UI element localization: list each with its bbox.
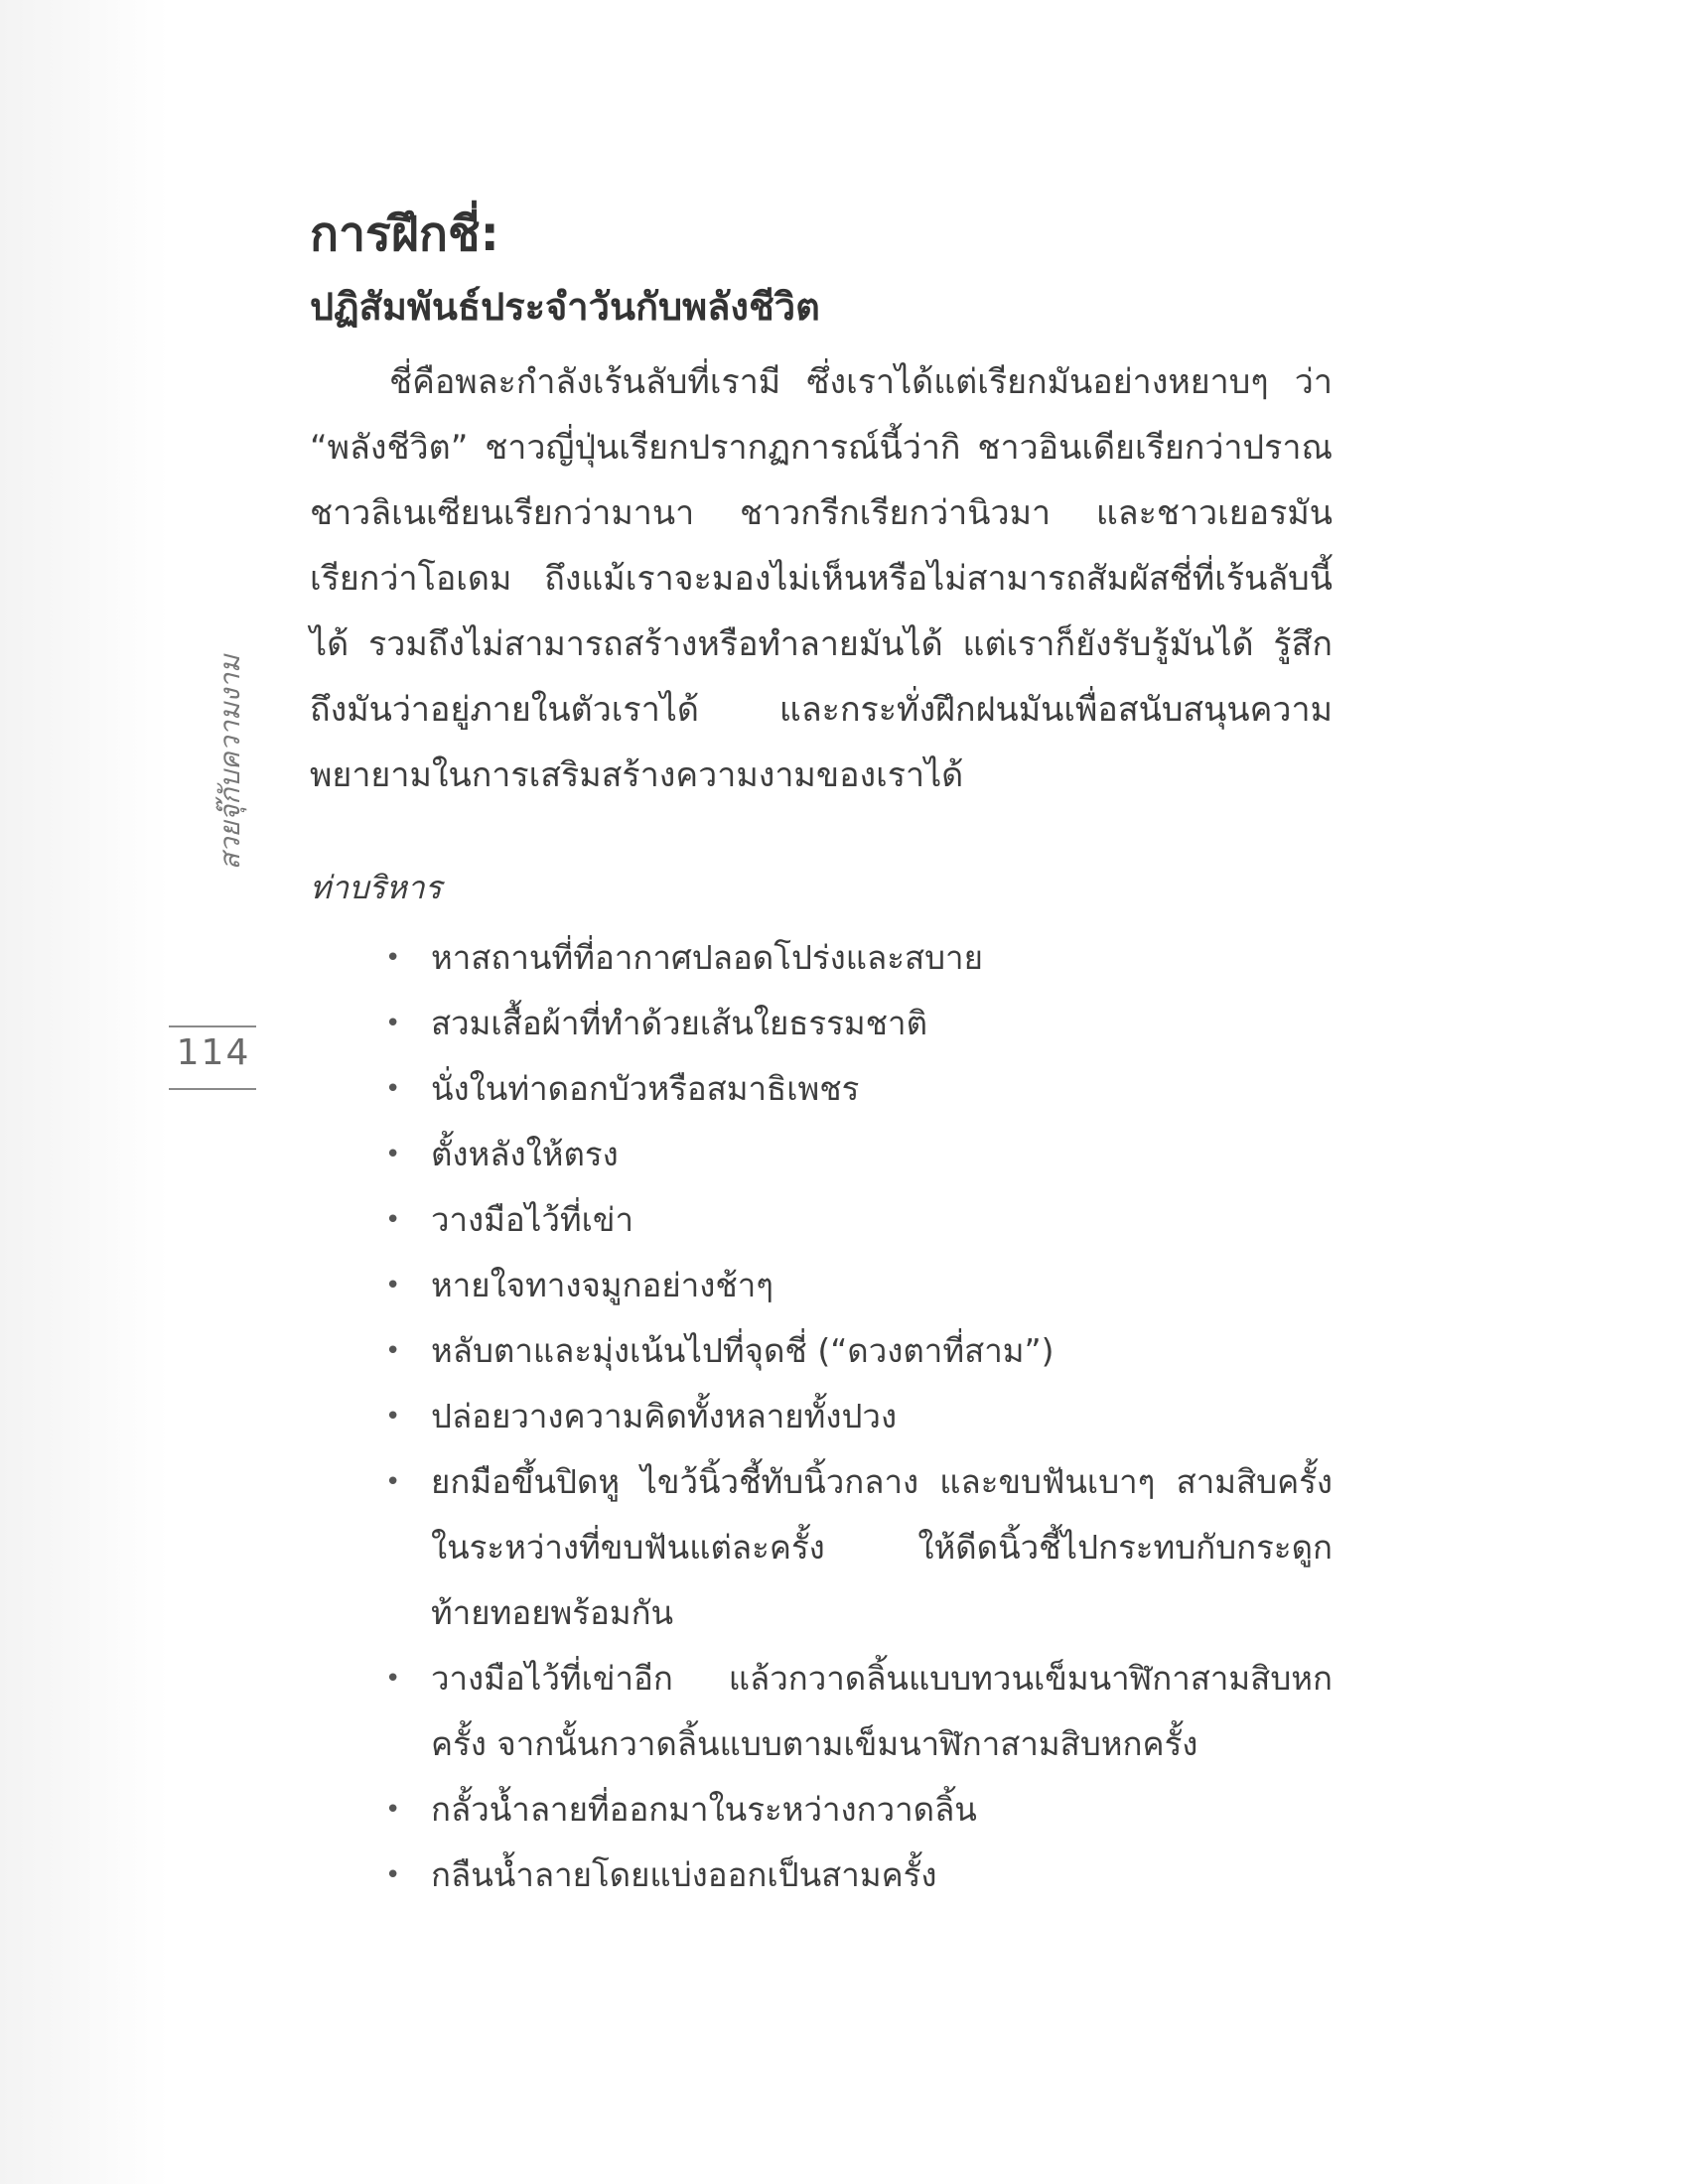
exercise-heading: ท่าบริหาร xyxy=(310,869,442,906)
step-text: หายใจทางจมูกอย่างช้าๆ xyxy=(431,1266,774,1304)
page-number-rule-bottom xyxy=(169,1088,256,1090)
list-item xyxy=(310,1056,1333,1122)
list-item xyxy=(310,1187,1333,1253)
step-text: นั่งในท่าดอกบัวหรือสมาธิเพชร xyxy=(431,1069,860,1108)
bullet-icon: • xyxy=(385,1467,401,1497)
bullet-icon: • xyxy=(385,1664,401,1694)
bullet-icon: • xyxy=(385,1402,401,1432)
bullet-icon: • xyxy=(385,1795,401,1825)
step-text: ปล่อยวางความคิดทั้งหลายทั้งปวง xyxy=(431,1397,898,1435)
bullet-icon: • xyxy=(385,1205,401,1235)
list-item xyxy=(310,1122,1333,1187)
running-book-title: สวยจุ๊กับความงาม xyxy=(213,654,246,871)
page-number: 114 xyxy=(176,1032,251,1073)
bullet-icon: • xyxy=(385,1860,401,1890)
bullet-icon: • xyxy=(385,943,401,973)
page-number-rule-top xyxy=(169,1025,256,1027)
step-text: ยกมือขึ้นปิดหู ไขว้นิ้วชี้ทับนิ้วกลาง และขบฟันเบาๆ สามสิบครั้ง ในระหว่างที่ขบฟันแต่ละครั้ง ให้ดีดนิ้วชี้ไปกระทบกับกระดูกท้ายทอยพร้อมกัน xyxy=(431,1462,1333,1632)
section-subtitle: ปฏิสัมพันธ์ประจำวันกับพลังชีวิต xyxy=(310,285,820,329)
step-text: วางมือไว้ที่เข่า xyxy=(431,1200,633,1239)
step-text: หลับตาและมุ่งเน้นไปที่จุดชี่ (“ดวงตาที่สาม”) xyxy=(431,1331,1055,1370)
list-item xyxy=(310,1646,1333,1777)
list-item xyxy=(310,1449,1333,1646)
page-content xyxy=(310,199,1333,1908)
intro-paragraph: ชี่คือพละกำลังเร้นลับที่เรามี ซึ่งเราได้แต่เรียกมันอย่างหยาบๆ ว่า “พลังชีวิต” ชาวญี่ปุ่นเรียกปรากฏการณ์นี้ว่ากิ ชาวอินเดียเรียกว่าปราณ ชาวลิเนเซียนเรียกว่ามานา ชาวกรีกเรียกว่านิวมา และชาวเยอรมันเรียกว่าโอเดม ถึงแม้เราจะมองไม่เห็นหรือไม่สามารถสัมผัสชี่ที่เร้นลับนี้ได้ รวมถึงไม่สามารถสร้างหรือทำลายมันได้ แต่เราก็ยังรับรู้มันได้ รู้สึกถึงมันว่าอยู่ภายในตัวเราได้ และกระทั่งฝึกฝนมันเพื่อสนับสนุนความพยายามในการเสริมสร้างความงามของเราได้ xyxy=(310,362,1333,795)
step-text: สวมเสื้อผ้าที่ทำด้วยเส้นใยธรรมชาติ xyxy=(431,1004,927,1042)
list-item xyxy=(310,1384,1333,1449)
bullet-icon: • xyxy=(385,1140,401,1169)
list-item xyxy=(310,1777,1333,1843)
list-item xyxy=(310,925,1333,991)
bullet-icon: • xyxy=(385,1336,401,1366)
step-text: กลั้วน้ำลายที่ออกมาในระหว่างกวาดลิ้น xyxy=(431,1790,977,1829)
step-text: กลืนน้ำลายโดยแบ่งออกเป็นสามครั้ง xyxy=(431,1855,937,1894)
step-text: วางมือไว้ที่เข่าอีก แล้วกวาดลิ้นแบบทวนเข็มนาฬิกาสามสิบหกครั้ง จากนั้นกวาดลิ้นแบบตามเข็มนาฬิกาสามสิบหกครั้ง xyxy=(431,1659,1333,1763)
bullet-icon: • xyxy=(385,1074,401,1104)
page-margin-shade xyxy=(0,0,169,2184)
list-item xyxy=(310,991,1333,1056)
list-item xyxy=(310,1253,1333,1318)
bullet-icon: • xyxy=(385,1271,401,1300)
section-title: การฝึกชี่: xyxy=(310,206,499,262)
step-text: หาสถานที่ที่อากาศปลอดโปร่งและสบาย xyxy=(431,938,983,977)
exercise-steps-list xyxy=(310,925,1333,1908)
list-item xyxy=(310,1843,1333,1908)
list-item xyxy=(310,1318,1333,1384)
step-text: ตั้งหลังให้ตรง xyxy=(431,1135,619,1173)
bullet-icon: • xyxy=(385,1009,401,1038)
